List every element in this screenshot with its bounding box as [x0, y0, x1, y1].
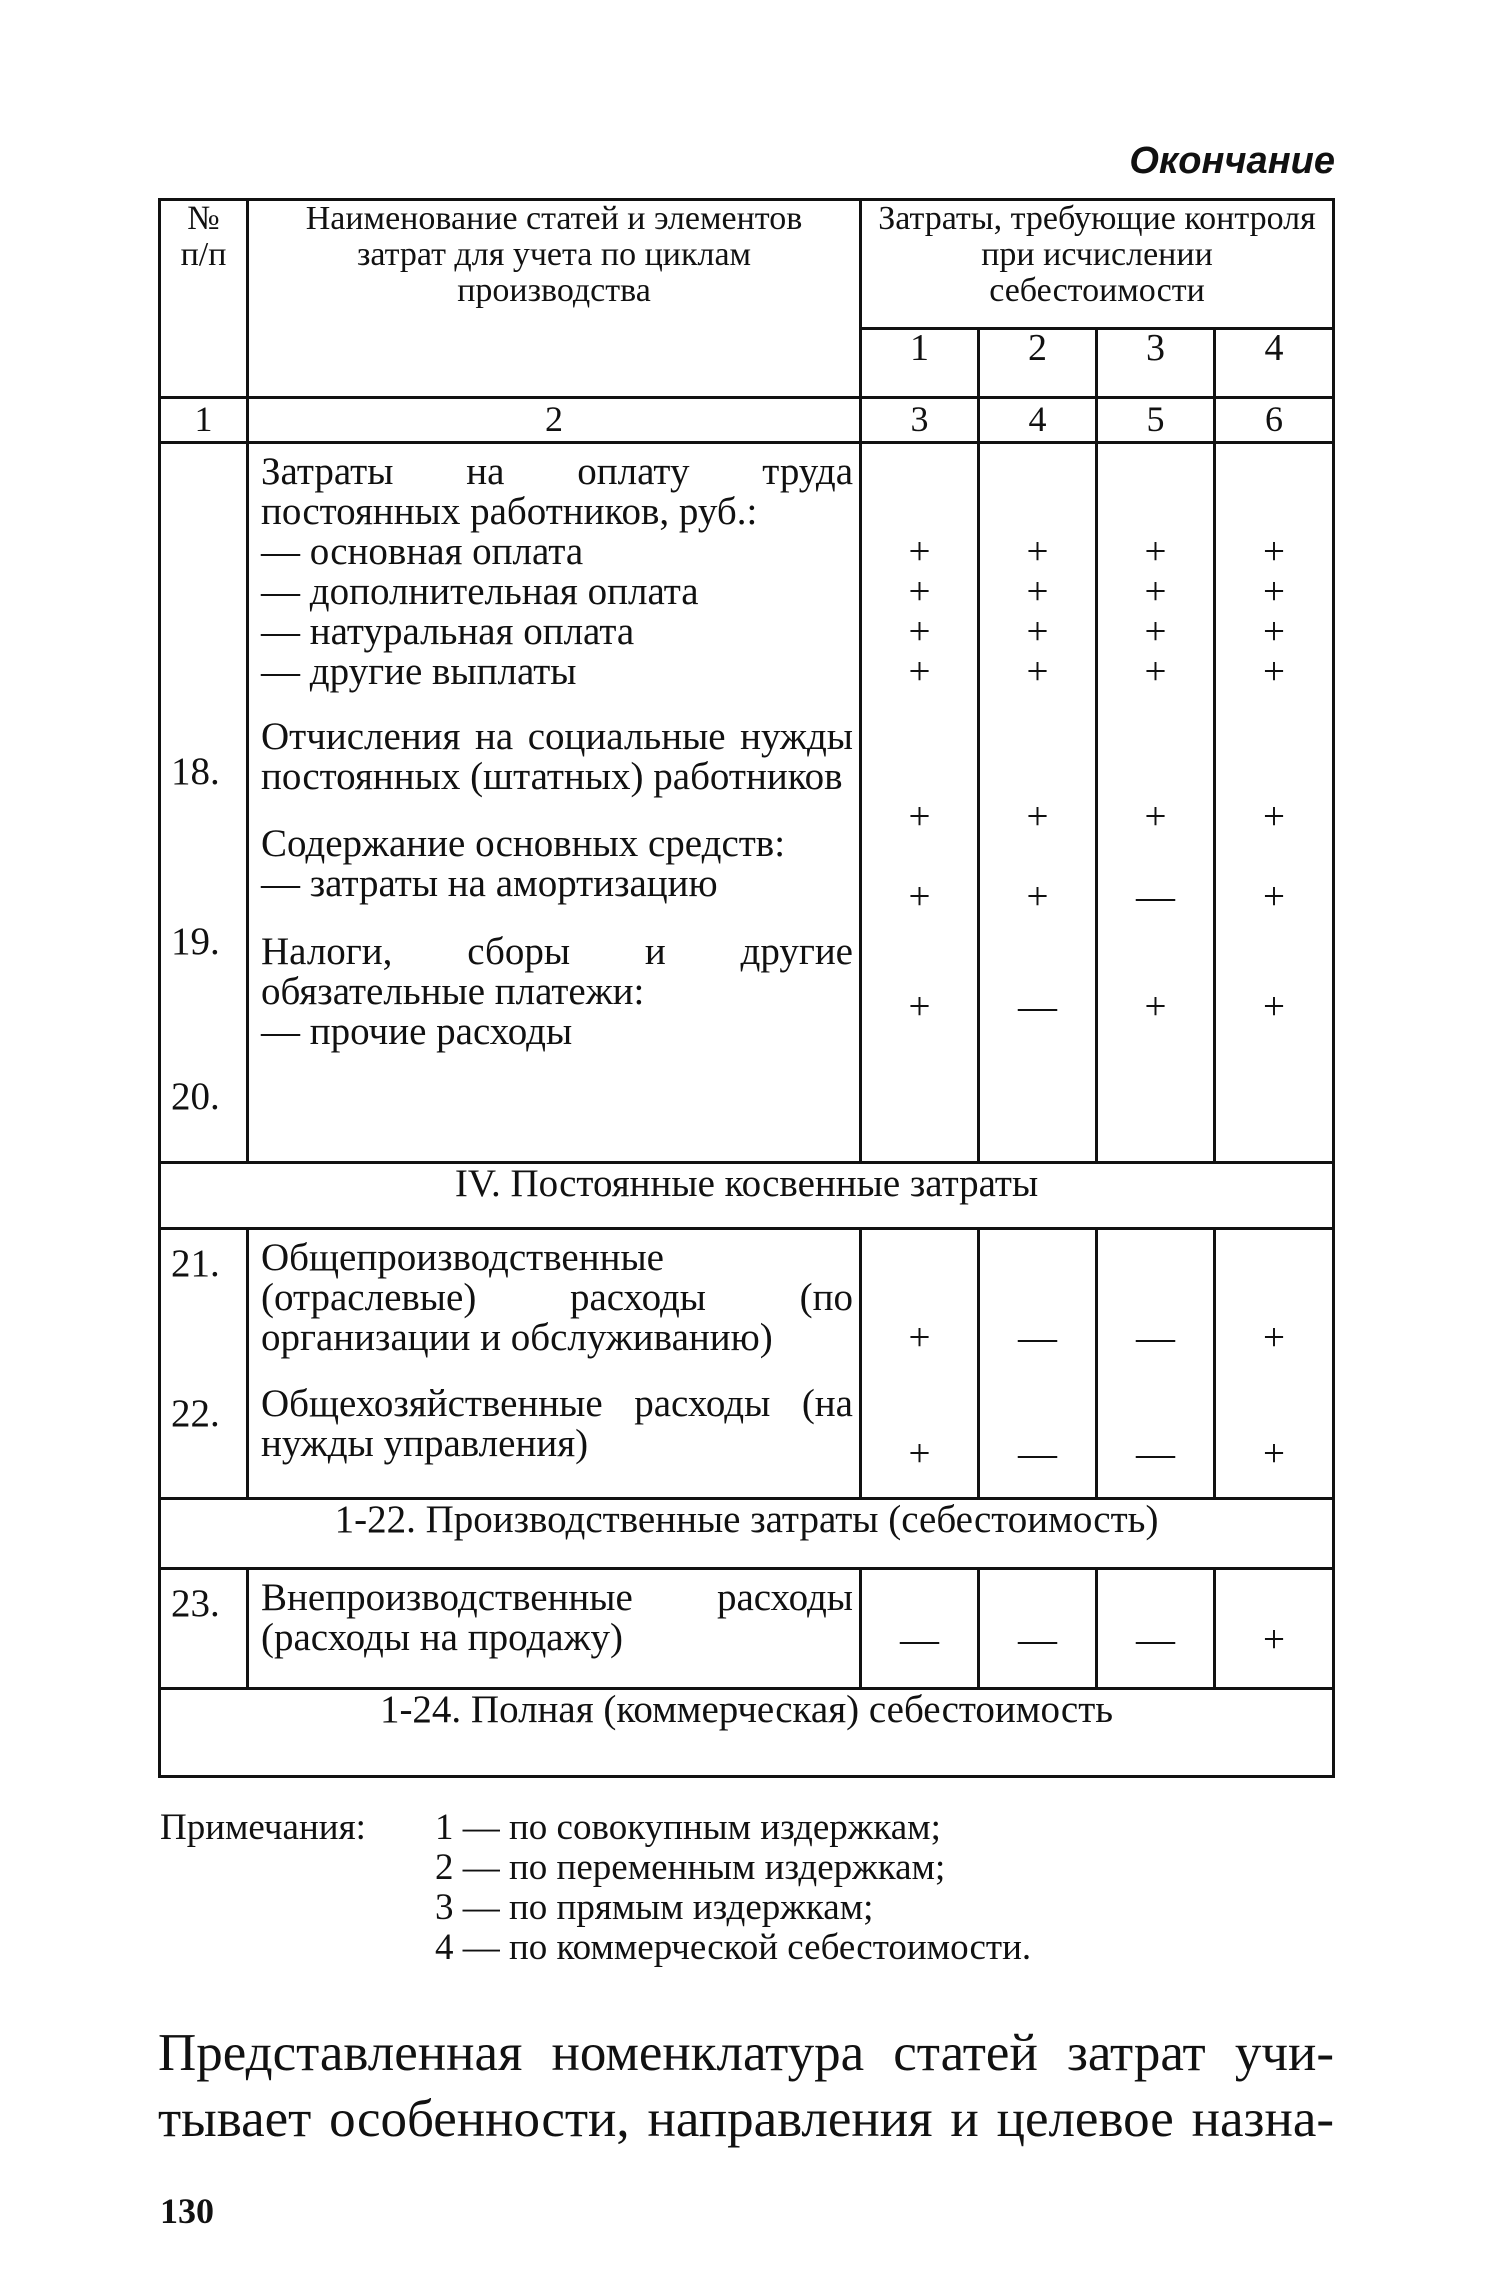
item-other-expenses: — прочие расходы	[261, 1010, 573, 1053]
column-number: 6	[1215, 398, 1334, 443]
mark: +	[1263, 570, 1285, 613]
mark: +	[1144, 650, 1167, 693]
marks-column-3	[1097, 1229, 1215, 1499]
column-numbers-row	[160, 398, 1334, 443]
mark: +	[1026, 530, 1049, 573]
header-subcol-1: 1	[861, 329, 979, 398]
column-number: 5	[1097, 398, 1215, 443]
section-heading: IV. Постоянные косвенные затраты	[160, 1163, 1334, 1229]
table-body-block-1	[160, 443, 1334, 1163]
item-wage-additional: — дополнительная оплата	[261, 570, 699, 613]
header-number	[160, 200, 248, 398]
row-numbers-cell	[160, 443, 248, 1163]
marks-column-2	[979, 1229, 1097, 1499]
mark: —	[1097, 1569, 1215, 1689]
note-item: 1 — по совокупным издержкам;	[435, 1807, 941, 1848]
mark: —	[1018, 985, 1057, 1028]
mark: —	[1136, 1432, 1175, 1475]
body-paragraph	[158, 2020, 1334, 2152]
paragraph-line: тывает особенности, направления и целевое назна-	[158, 2090, 1334, 2148]
header-row	[160, 200, 1334, 329]
header-item-name	[248, 200, 861, 398]
item-fixed-assets: Содержание основных средств:	[261, 822, 786, 865]
item-wage-costs: Затраты на оплату труда постоянных работников, руб.:	[261, 450, 853, 533]
item-taxes: Налоги, сборы и другие обязательные платежи:	[261, 930, 853, 1013]
item-names-cell	[248, 443, 861, 1163]
header-item-name-text: Наименование статей и элементов затрат для учета по циклам производства	[305, 200, 803, 309]
mark: +	[908, 795, 931, 838]
mark: +	[1263, 795, 1285, 838]
column-number: 1	[160, 398, 248, 443]
item-wage-other: — другие выплаты	[261, 650, 577, 693]
table-body-block-2	[160, 1229, 1334, 1499]
header-costs	[861, 200, 1334, 329]
header-costs-text: Затраты, требующие контроля при исчислении себестоимости	[878, 200, 1316, 309]
row-number-22: 22.	[171, 1392, 220, 1435]
row-number-23: 23.	[160, 1569, 248, 1689]
item-wage-in-kind: — натуральная оплата	[261, 610, 635, 653]
header-number-abbr: п/п	[180, 236, 227, 273]
marks-column-3	[1097, 443, 1215, 1163]
table-row-23	[160, 1569, 1334, 1689]
note-item: 4 — по коммерческой себестоимости.	[435, 1927, 1032, 1968]
marks-column-4	[1215, 1229, 1334, 1499]
section-row-1-24	[160, 1689, 1334, 1777]
item-depreciation: — затраты на амортизацию	[261, 862, 718, 905]
mark: +	[908, 1316, 931, 1359]
mark: +	[908, 610, 931, 653]
row-number-21: 21.	[171, 1242, 220, 1285]
table-continuation-caption: Окончание	[1129, 140, 1335, 182]
mark: +	[1263, 610, 1285, 653]
section-heading: 1-22. Производственные затраты (себестоимость)	[160, 1499, 1334, 1569]
note-item: 3 — по прямым издержкам;	[435, 1887, 874, 1928]
mark: +	[1026, 610, 1049, 653]
section-row-iv	[160, 1163, 1334, 1229]
mark: +	[908, 875, 931, 918]
mark: +	[1263, 1316, 1285, 1359]
header-number-sign: №	[187, 200, 220, 237]
mark: +	[908, 985, 931, 1028]
mark: +	[1263, 530, 1285, 573]
mark: +	[908, 530, 931, 573]
mark: +	[1026, 875, 1049, 918]
section-row-1-22	[160, 1499, 1334, 1569]
column-number: 4	[979, 398, 1097, 443]
page-number: 130	[160, 2191, 214, 2231]
note-item: 2 — по переменным издержкам;	[435, 1847, 946, 1888]
row-number-19: 19.	[171, 920, 220, 963]
item-non-production-expenses: Внепроизводственные расходы (расходы на продажу)	[248, 1569, 861, 1689]
marks-column-1	[861, 443, 979, 1163]
column-number: 2	[248, 398, 861, 443]
mark: +	[1026, 795, 1049, 838]
mark: +	[1263, 650, 1285, 693]
paragraph-line: Представленная номенклатура статей затрат учи-	[158, 2024, 1334, 2082]
mark: +	[908, 570, 931, 613]
mark: +	[1144, 570, 1167, 613]
mark: +	[1263, 875, 1285, 918]
mark: +	[1144, 530, 1167, 573]
mark: +	[1144, 795, 1167, 838]
section-heading: 1-24. Полная (коммерческая) себестоимость	[160, 1689, 1334, 1777]
notes-label: Примечания:	[160, 1807, 366, 1848]
item-names-cell	[248, 1229, 861, 1499]
mark: +	[1026, 650, 1049, 693]
mark: —	[1136, 1316, 1175, 1359]
mark: +	[1263, 1432, 1285, 1475]
mark: —	[979, 1569, 1097, 1689]
item-general-overheads: Общехозяйственные расходы (на нужды управления)	[261, 1382, 853, 1465]
mark: +	[1144, 985, 1167, 1028]
cost-items-table	[158, 198, 1335, 1778]
mark: +	[1026, 570, 1049, 613]
item-social-contributions: Отчисления на социальные нужды постоянных (штатных) работников	[261, 715, 853, 798]
mark: —	[1018, 1316, 1057, 1359]
mark: +	[908, 1432, 931, 1475]
mark: —	[861, 1569, 979, 1689]
marks-column-4	[1215, 443, 1334, 1163]
marks-column-1	[861, 1229, 979, 1499]
mark: +	[1263, 985, 1285, 1028]
header-subcol-2: 2	[979, 329, 1097, 398]
mark: —	[1018, 1432, 1057, 1475]
header-subcol-3: 3	[1097, 329, 1215, 398]
header-subcol-4: 4	[1215, 329, 1334, 398]
mark: —	[1136, 875, 1175, 918]
row-numbers-cell	[160, 1229, 248, 1499]
item-wage-basic: — основная оплата	[261, 530, 584, 573]
item-production-overheads: Общепроизводственные (отраслевые) расходы (по организации и обслуживанию)	[261, 1236, 853, 1359]
marks-column-2	[979, 443, 1097, 1163]
mark: +	[908, 650, 931, 693]
column-number: 3	[861, 398, 979, 443]
mark: +	[1215, 1569, 1334, 1689]
notes-list	[435, 1808, 1031, 1968]
row-number-18: 18.	[171, 750, 220, 793]
row-number-20: 20.	[171, 1075, 220, 1118]
mark: +	[1144, 610, 1167, 653]
